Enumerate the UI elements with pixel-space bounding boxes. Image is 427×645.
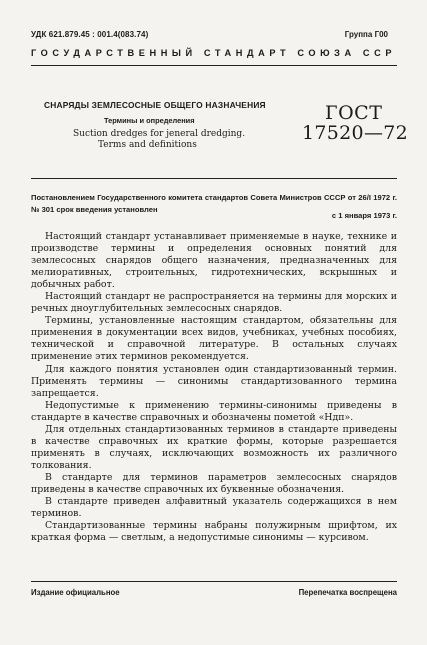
paragraph: Настоящий стандарт устанавливает применяемые в науке, технике и производстве термины и определения основных понятий для землесосных снарядов общего назначения, предназначенных для мелиоративных, строительных, гидротехнических, вскрышных и добычных работ. (31, 231, 397, 291)
standard-banner: ГОСУДАРСТВЕННЫЙ СТАНДАРТ СОЮЗА ССР (31, 48, 397, 58)
middle-divider (31, 178, 397, 179)
udk-code: УДК 621.879.45 : 001.4(083.74) (31, 30, 149, 39)
paragraph: Для каждого понятия установлен один стандартизованный термин. Применять термины — синонимы стандартизованного термина запрещается. (31, 363, 397, 399)
footer-reprint-prohibited: Перепечатка воспрещена (298, 588, 397, 597)
document-subtitle: Термины и определения (104, 116, 195, 125)
gost-number: 17520—72 (302, 122, 409, 144)
paragraph: Для отдельных стандартизованных терминов в стандарте приведены в качестве справочных их краткие формы, которые разрешается применять в случаях, исключающих возможность их различного толкования. (31, 423, 397, 471)
bottom-divider (31, 581, 397, 582)
paragraph: Термины, установленные настоящим стандартом, обязательны для применения в документации всех видов, учебниках, учебных пособиях, технической и справочной литературе. В остальных случаях применение этих терминов рекомендуется. (31, 315, 397, 363)
top-divider (31, 65, 397, 66)
paragraph: В стандарте приведен алфавитный указатель содержащихся в нем терминов. (31, 496, 397, 520)
paragraph: В стандарте для терминов параметров землесосных снарядов приведены в качестве справочных их буквенные обозначения. (31, 471, 397, 495)
english-title-line-2: Terms and definitions (98, 140, 197, 150)
decree-text: Постановлением Государственного комитета стандартов Совета Министров СССР от 26/I 1972 г. № 301 срок введения установлен (31, 193, 397, 214)
group-code: Группа Г00 (344, 30, 388, 39)
gost-label: ГОСТ (325, 102, 383, 124)
body-text (31, 231, 397, 544)
paragraph: Недопустимые к применению термины-синонимы приведены в стандарте в качестве справочных и обозначены пометой «Ндп». (31, 399, 397, 423)
paragraph: Настоящий стандарт не распространяется на термины для морских и речных дноуглубительных землесосных снарядов. (31, 291, 397, 315)
effective-date: с 1 января 1973 г. (331, 211, 397, 220)
document-title: СНАРЯДЫ ЗЕМЛЕСОСНЫЕ ОБЩЕГО НАЗНАЧЕНИЯ (44, 100, 266, 110)
paragraph: Стандартизованные термины набраны полужирным шрифтом, их краткая форма — светлым, а недопустимые синонимы — курсивом. (31, 520, 397, 544)
footer-official-edition: Издание официальное (31, 588, 120, 597)
english-title-line-1: Suction dredges for jeneral dredging. (73, 129, 246, 139)
